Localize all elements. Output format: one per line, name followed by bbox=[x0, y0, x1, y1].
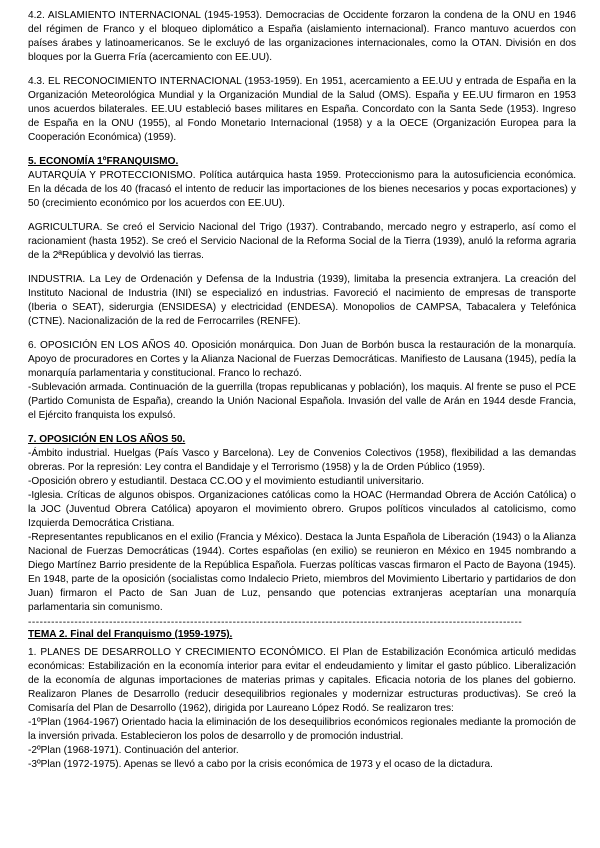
section-6: 6. OPOSICIÓN EN LOS AÑOS 40. Oposición monárquica. Don Juan de Borbón busca la restauración de la monarquía. Apoyo de procuradores en Cortes y la Alianza Nacional de Fuerzas Democráticas. Manifiesto de Lausana (1945), pedía la monarquía parlamentaria y constitucional. Franco lo rechazó. bbox=[28, 340, 576, 379]
paragraph-oposicion-obrero: -Oposición obrero y estudiantil. Destaca CC.OO y el movimiento estudiantil universitario. bbox=[28, 476, 425, 487]
heading-economia: 5. ECONOMÍA 1ºFRANQUISMO. bbox=[28, 156, 179, 167]
paragraph-autarquia: AUTARQUÍA Y PROTECCIONISMO. Política autárquica hasta 1959. Proteccionismo para la autosuficiencia económica. En la década de los 40 (fracasó el intento de reducir las importaciones de los bienes necesarios y pocas exportaciones) y 50 (crecimiento económico por los acuerdos con EE.UU). bbox=[28, 170, 576, 209]
paragraph-agricultura: AGRICULTURA. Se creó el Servicio Nacional del Trigo (1937). Contrabando, mercado negro y estraperlo, así como el racionamient (hasta 1952). Se creó el Servicio Nacional de la Reforma Social de la Tierra (1939), anuló la reforma agraria de la 2ªRepública y devolvió las tierras. bbox=[28, 222, 576, 261]
paragraph-exilio: -Representantes republicanos en el exilio (Francia y México). Destaca la Junta Española de Liberación (1943) o la Alianza Nacional de Fuerzas Democráticas (1944). Cortes españolas (en exilio) se reunieron en México en 1945 nombrando a Diego Martínez Barrio presidente de la República Española. Fuerzas políticas vascas firmaron el Pacto de Bayona (1945). En 1948, parte de la oposición (socialistas como Indalecio Prieto, miembros del Movimiento Libertario y partidarios de don Juan) firmaron el Pacto de San Juan de Luz, pensando que potencias extranjeras aceptarían una monarquía parlamentaria sin comunismo. bbox=[28, 532, 576, 613]
paragraph-sublevacion: -Sublevación armada. Continuación de la guerrilla (tropas republicanas y población), los maquis. Al frente se puso el PCE (Partido Comunista de España), creando la Unión Nacional Española. Invasión del valle de Arán en 1944 desde Francia, el Ejército franquista los expulsó. bbox=[28, 382, 576, 421]
paragraph-industria: INDUSTRIA. La Ley de Ordenación y Defensa de la Industria (1939), limitaba la presencia extranjera. La creación del Instituto Nacional de Industria (INI) se especializó en industrias. Favoreció el nacimiento de empresas de transporte (Iberia o SEAT), siderurgia (ENSIDESA) y electricidad (ENDESA). Monopolios de CAMPSA, Tabacalera y Telefónica (CTNE). Nacionalización de la red de Ferrocarriles (RENFE). bbox=[28, 274, 576, 327]
plan-1: -1ºPlan (1964-1967) Orientado hacia la eliminación de los desequilibrios económicos regionales mediante la promoción de la inversión privada. Establecieron los polos de desarrollo y de promoción industrial. bbox=[28, 717, 576, 742]
plan-3: -3ºPlan (1972-1975). Apenas se llevó a cabo por la crisis económica de 1973 y el ocaso de la dictadura. bbox=[28, 759, 493, 770]
paragraph-ambito-industrial: -Ámbito industrial. Huelgas (País Vasco y Barcelona). Ley de Convenios Colectivos (1958), flexibilidad a las demandas obreras. Por la represión: Ley contra el Bandidaje y el Terrorismo (1958) y la de Orden Público (1959). bbox=[28, 448, 576, 473]
heading-oposicion-50: 7. OPOSICIÓN EN LOS AÑOS 50. bbox=[28, 434, 186, 445]
dashed-separator: -------------------------------------------------------------------------------------------------------------------------------- bbox=[28, 618, 523, 628]
section-4-3: 4.3. EL RECONOCIMIENTO INTERNACIONAL (1953-1959). En 1951, acercamiento a EE.UU y entrada de España en la Organización Meteorológica Mundial y la Organización Mundial de la Salud (OMS). España y EE.UU firmaron en 1953 unos acuerdos bilaterales. EE.UU estableció bases militares en España. Concordato con la Santa Sede (1953). Ingreso de España en la ONU (1955), al Fondo Monetario Internacional (1958) y a la OECE (Organización Europea para la Cooperación Económica) (1959). bbox=[28, 76, 576, 143]
section-4-2: 4.2. AISLAMIENTO INTERNACIONAL (1945-1953). Democracias de Occidente forzaron la condena de la ONU en 1946 del régimen de Franco y el bloqueo diplomático a España (aislamiento internacional). Franco mantuvo acuerdos con países árabes y latinoamericanos. Se le excluyó de las organizaciones internacionales, como la OTAN. División en dos bloques por la Guerra Fría (acercamiento con EE.UU). bbox=[28, 10, 576, 63]
tema-2-title: TEMA 2. Final del Franquismo (1959-1975). bbox=[28, 629, 233, 640]
plan-2: -2ºPlan (1968-1971). Continuación del anterior. bbox=[28, 745, 239, 756]
section-planes-desarrollo: 1. PLANES DE DESARROLLO Y CRECIMIENTO ECONÓMICO. El Plan de Estabilización Económica articuló medidas económicas: Estabilización en la economía interior para evitar el endeudamiento y limitar el gasto público. Liberalización de la economía de algunas importaciones de materias primas y capitales. Eficacia notoria de los planes del gobierno. Realizaron Planes de Desarrollo (reducir desequilibrios regionales y modernizar estructuras productivas). Se creó la Comisaría del Plan de Desarrollo (1962), dirigida por Laureano López Rodó. Se realizaron tres: bbox=[28, 647, 576, 714]
paragraph-iglesia: -Iglesia. Críticas de algunos obispos. Organizaciones católicas como la HOAC (Hermandad Obrera de Acción Católica) o la JOC (Juventud Obrera Católica) apoyaron el movimiento obrero. Grupos políticos vinculados al catolicismo, como Izquierda Democrática Cristiana. bbox=[28, 490, 576, 529]
